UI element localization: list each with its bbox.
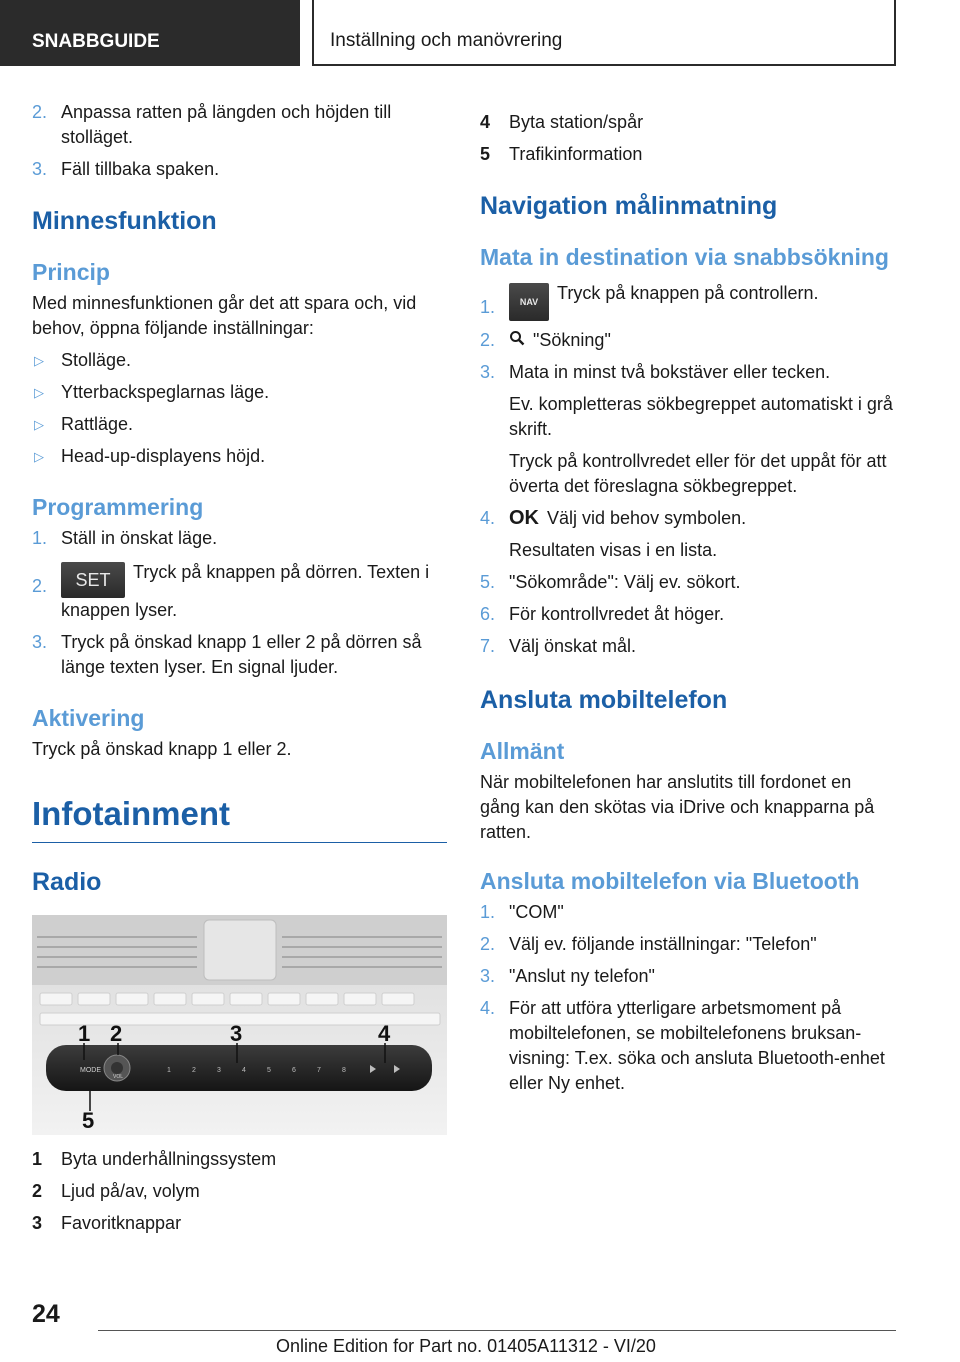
bullet-text: Rattläge. (61, 414, 134, 434)
section-heading: Navigation målinmatning (480, 192, 778, 220)
triangle-bullet-icon: ▷ (34, 449, 44, 464)
legend-item (32, 1147, 447, 1172)
legend-text: Trafikinformation (509, 144, 643, 164)
page-number: 24 (32, 1300, 60, 1328)
step-text: Tryck på önskad knapp 1 eller 2 på dörren så länge texten lyser. En signal ljuder. (61, 632, 422, 677)
page-header (0, 0, 960, 66)
step-text: Fäll tillbaka spaken. (61, 159, 220, 179)
svg-text:VOL: VOL (113, 1074, 124, 1080)
callout-label: 2 (110, 1021, 123, 1046)
step-text: Välj önskat mål. (509, 636, 637, 656)
section-heading: Radio (32, 868, 102, 896)
step-number: 2. (480, 330, 496, 350)
list-item (480, 602, 895, 627)
subsection-heading: Mata in destination via snabbsökning (480, 244, 889, 270)
step-text: "Sökning" (533, 330, 611, 350)
step-text: "Anslut ny telefon" (509, 966, 655, 986)
step-text: Välj vid behov symbolen. (547, 508, 747, 528)
step-number: 3. (32, 632, 48, 652)
section-tab[interactable]: SNABBGUIDE (0, 0, 300, 66)
paragraph: Med minnesfunktionen går det att spara och, vid behov, öppna följande inställningar: (32, 293, 417, 338)
step-note: Tryck på kontrollvredet eller för det uppåt för att överta det föreslagna sökbegreppet. (509, 451, 887, 496)
legend-text: Byta station/spår (509, 112, 644, 132)
section-heading: Minnesfunktion (32, 207, 217, 235)
step-text: "COM" (509, 902, 564, 922)
bullet-item (32, 444, 447, 469)
subsection-heading: Programmering (32, 494, 204, 520)
callout-label: 1 (78, 1021, 91, 1046)
legend-item (32, 1179, 447, 1204)
step-number: 6. (480, 604, 496, 624)
radio-panel-image (32, 915, 447, 1135)
callout-label: 4 (378, 1021, 391, 1046)
svg-text:5: 5 (267, 1067, 271, 1074)
list-item (32, 560, 447, 623)
legend-number: 3 (32, 1213, 43, 1233)
legend-item (32, 1211, 447, 1236)
paragraph: När mobiltelefonen har anslutits till fordonet en gång kan den skötas via iDrive och knapparna på ratten. (480, 772, 875, 842)
step-text: Välj ev. följande inställningar: "Telefon" (509, 934, 817, 954)
svg-text:MODE: MODE (80, 1067, 101, 1074)
legend-number: 5 (480, 144, 491, 164)
subsection-heading: Ansluta mobiltelefon via Bluetooth (480, 868, 860, 894)
callout-label: 3 (230, 1021, 243, 1046)
list-item (480, 932, 895, 957)
subsection-heading: Allmänt (480, 738, 565, 764)
paragraph: Tryck på önskad knapp 1 eller 2. (32, 739, 292, 759)
subsection-heading: Aktivering (32, 705, 145, 731)
list-item (32, 100, 447, 150)
legend-text: Favoritknappar (61, 1213, 182, 1233)
list-item (480, 634, 895, 659)
section-heading: Ansluta mobiltelefon (480, 686, 728, 714)
step-number: 7. (480, 636, 496, 656)
chapter-heading: Infotainment (32, 794, 447, 843)
list-item (480, 570, 895, 595)
step-text: Tryck på knappen på controllern. (557, 283, 819, 303)
svg-text:6: 6 (292, 1067, 296, 1074)
bullet-text: Head-up-displayens höjd. (61, 446, 266, 466)
step-number: 3. (480, 362, 496, 382)
list-item (480, 964, 895, 989)
step-note: Ev. kompletteras sökbegreppet automatiskt i grå skrift. (509, 394, 893, 439)
step-text: För kontrollvredet åt höger. (509, 604, 725, 624)
bullet-item (32, 412, 447, 437)
list-item (480, 281, 895, 321)
step-number: 5. (480, 572, 496, 592)
svg-text:1: 1 (167, 1067, 171, 1074)
svg-text:3: 3 (217, 1067, 221, 1074)
triangle-bullet-icon: ▷ (34, 417, 44, 432)
chapter-tab[interactable]: Inställning och manövrering (312, 0, 896, 66)
right-column (480, 110, 895, 1096)
footer-divider (98, 1330, 896, 1331)
search-icon (509, 328, 525, 353)
step-text: Mata in minst två bokstäver eller tecken. (509, 362, 831, 382)
step-number: 1. (32, 528, 48, 548)
triangle-bullet-icon: ▷ (34, 385, 44, 400)
legend-number: 4 (480, 112, 491, 132)
bullet-item (32, 348, 447, 373)
step-number: 2. (32, 102, 48, 122)
bullet-text: Ytterbackspeglarnas läge. (61, 382, 270, 402)
edition-text: Online Edition for Part no. 01405A11312 - VI/20 (276, 1336, 656, 1356)
step-text: Ställ in önskat läge. (61, 528, 218, 548)
step-text: För att utföra ytterligare arbetsmoment på mobiltelefonen, se mobiltelefonens bruksanvisning: T.ex. söka och ansluta Bluetooth-enhet eller Ny enhet. (509, 998, 885, 1093)
list-item (32, 157, 447, 182)
legend-number: 1 (32, 1149, 43, 1169)
set-button-icon: SET (61, 562, 125, 598)
step-number: 3. (32, 159, 48, 179)
step-text: Tryck på knappen på dörren. Texten i knappen lyser. (61, 562, 430, 620)
subsection-heading: Princip (32, 259, 110, 285)
list-item (32, 526, 447, 551)
list-item (32, 630, 447, 680)
legend-text: Ljud på/av, volym (61, 1181, 200, 1201)
legend-number: 2 (32, 1181, 43, 1201)
step-text: Anpassa ratten på längden och höjden till stolläget. (61, 102, 392, 147)
svg-text:2: 2 (192, 1067, 196, 1074)
list-item (480, 360, 895, 385)
nav-button-icon: NAV (509, 283, 549, 321)
legend-text: Byta underhållningssystem (61, 1149, 277, 1169)
step-number: 1. (480, 902, 496, 922)
legend-item (480, 110, 895, 135)
bullet-text: Stolläge. (61, 350, 132, 370)
svg-text:7: 7 (317, 1067, 321, 1074)
callout-label: 5 (82, 1108, 95, 1133)
step-text: "Sökområde": Välj ev. sökort. (509, 572, 741, 592)
step-note: Resultaten visas i en lista. (509, 540, 718, 560)
step-number: 2. (480, 934, 496, 954)
list-item (480, 996, 895, 1096)
ok-icon: OK (509, 507, 539, 529)
triangle-bullet-icon: ▷ (34, 353, 44, 368)
step-number: 4. (480, 508, 496, 528)
list-item (480, 328, 895, 353)
legend-item (480, 142, 895, 167)
list-item (480, 900, 895, 925)
svg-text:4: 4 (242, 1067, 246, 1074)
step-number: 3. (480, 966, 496, 986)
svg-text:8: 8 (342, 1067, 346, 1074)
list-item (480, 506, 895, 531)
bullet-item (32, 380, 447, 405)
step-number: 2. (32, 576, 48, 596)
step-number: 4. (480, 998, 496, 1018)
left-column (32, 100, 447, 1236)
step-number: 1. (480, 297, 496, 317)
